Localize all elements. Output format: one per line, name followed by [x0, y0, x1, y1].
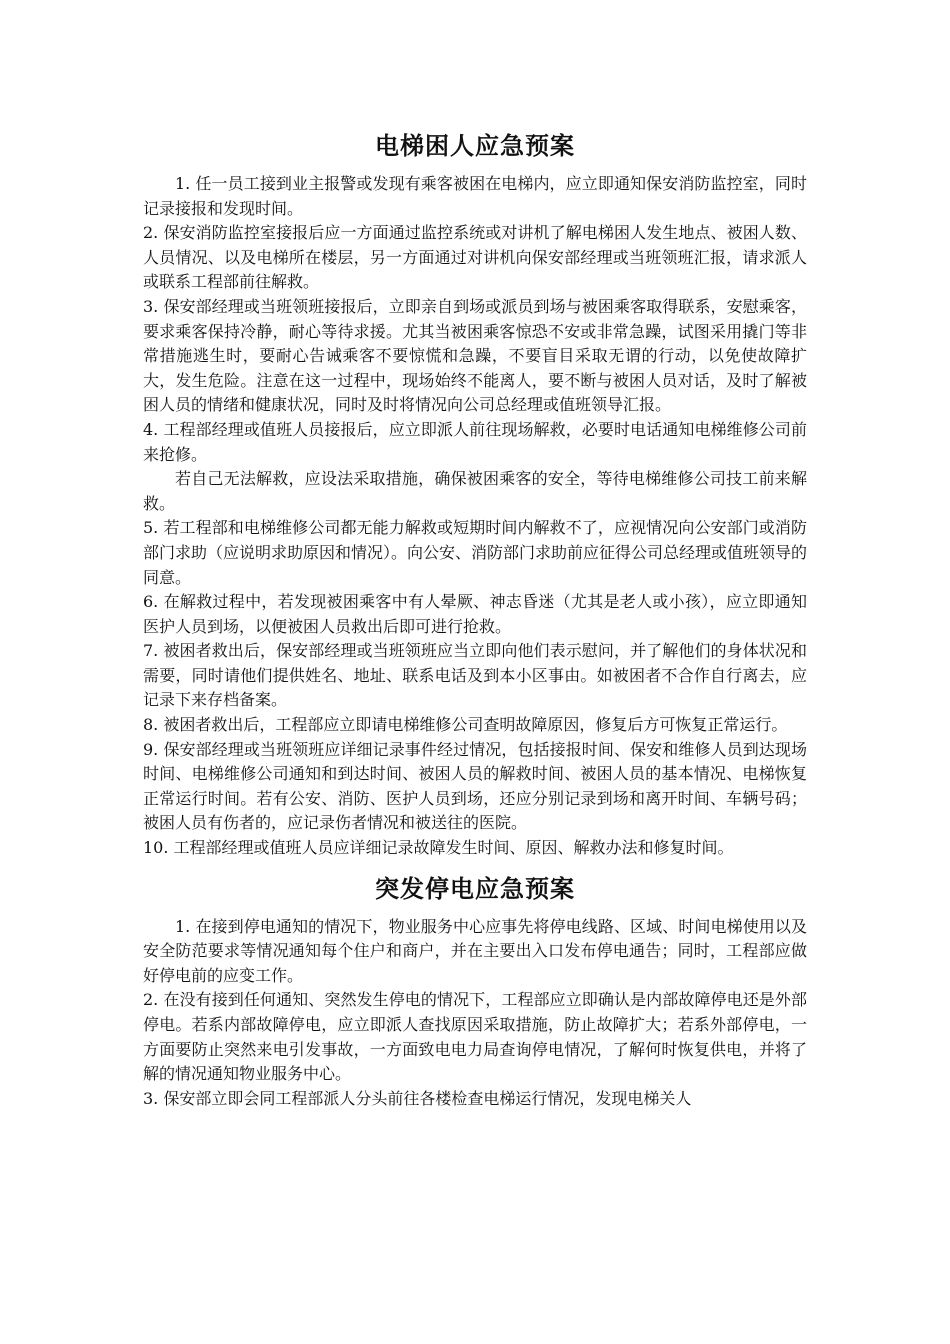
- section-title-elevator: 电梯困人应急预案: [375, 132, 575, 160]
- elevator-item-1: 1. 任一员工接到业主报警或发现有乘客被困在电梯内，应立即通知保安消防监控室，同时记录接报和发现时间。: [143, 174, 807, 218]
- document-content: [143, 126, 807, 1111]
- elevator-item-8: 8. 被困者救出后，工程部应立即请电梯维修公司查明故障原因，修复后方可恢复正常运行。: [143, 715, 788, 735]
- elevator-item-4-continued: 若自己无法解救，应设法采取措施，确保被困乘客的安全，等待电梯维修公司技工前来解救。: [143, 469, 807, 513]
- section-title-power-outage: 突发停电应急预案: [375, 874, 575, 903]
- outage-item-3: 3. 保安部立即会同工程部派人分头前往各楼检查电梯运行情况，发现电梯关人: [143, 1088, 692, 1108]
- elevator-item-7: 7. 被困者救出后，保安部经理或当班领班应当立即向他们表示慰问，并了解他们的身体状况和需要，同时请他们提供姓名、地址、联系电话及到本小区事由。如被困者不合作自行离去，应记录下来存档备案。: [143, 641, 807, 710]
- elevator-item-9: 9. 保安部经理或当班领班应详细记录事件经过情况，包括接报时间、保安和维修人员到达现场时间、电梯维修公司通知和到达时间、被困人员的解救时间、被困人员的基本情况、电梯恢复正常运行时间。若有公安、消防、医护人员到场，还应分别记录到场和离开时间、车辆号码；被困人员有伤者的，应记录伤者情况和被送往的医院。: [143, 739, 807, 833]
- outage-item-2: 2. 在没有接到任何通知、突然发生停电的情况下，工程部应立即确认是内部故障停电还是外部停电。若系内部故障停电，应立即派人查找原因采取措施，防止故障扩大；若系外部停电，一方面要防止突然来电引发事故，一方面致电电力局查询停电情况，了解何时恢复供电，并将了解的情况通知物业服务中心。: [143, 990, 807, 1084]
- elevator-item-2: 2. 保安消防监控室接报后应一方面通过监控系统或对讲机了解电梯困人发生地点、被困人数、人员情况、以及电梯所在楼层，另一方面通过对讲机向保安部经理或当班领班汇报，请求派人或联系工程部前往解救。: [143, 223, 807, 292]
- elevator-item-3: 3. 保安部经理或当班领班接报后，立即亲自到场或派员到场与被困乘客取得联系，安慰乘客，要求乘客保持冷静，耐心等待求援。尤其当被困乘客惊恐不安或非常急躁，试图采用撬门等非常措施逃生时，要耐心告诫乘客不要惊慌和急躁，不要盲目采取无谓的行动，以免使故障扩大，发生危险。注意在这一过程中，现场始终不能离人，要不断与被困人员对话，及时了解被困人员的情绪和健康状况，同时及时将情况向公司总经理或值班领导汇报。: [143, 296, 807, 415]
- elevator-item-10: 10. 工程部经理或值班人员应详细记录故障发生时间、原因、解救办法和修复时间。: [143, 838, 734, 858]
- elevator-item-4: 4. 工程部经理或值班人员接报后，应立即派人前往现场解救，必要时电话通知电梯维修公司前来抢修。: [143, 419, 807, 464]
- outage-item-1: 1. 在接到停电通知的情况下，物业服务中心应事先将停电线路、区域、时间电梯使用以及安全防范要求等情况通知每个住户和商户，并在主要出入口发布停电通告；同时，工程部应做好停电前的应变工作。: [143, 916, 807, 985]
- elevator-item-6: 6. 在解救过程中，若发现被困乘客中有人晕厥、神志昏迷（尤其是老人或小孩），应立即通知医护人员到场，以便被困人员救出后即可进行抢救。: [143, 592, 807, 636]
- elevator-item-5: 5. 若工程部和电梯维修公司都无能力解救或短期时间内解救不了，应视情况向公安部门或消防部门求助（应说明求助原因和情况）。向公安、消防部门求助前应征得公司总经理或值班领导的同意。: [143, 518, 808, 587]
